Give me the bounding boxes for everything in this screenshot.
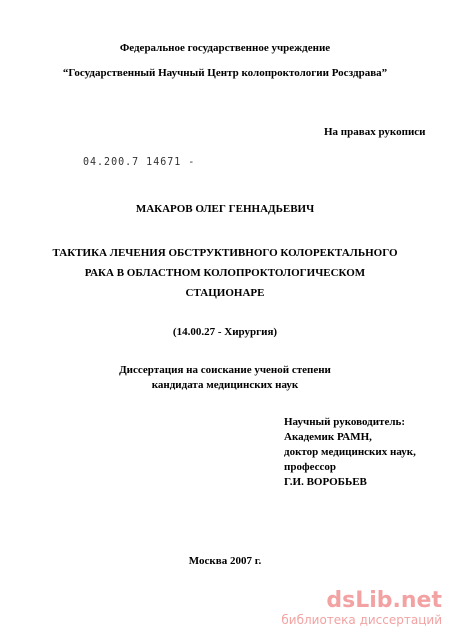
institution-line-2: “Государственный Научный Центр колопроктологии Росздрава” <box>62 67 388 79</box>
title-line-3: СТАЦИОНАРЕ <box>185 287 265 299</box>
specialty-code: (14.00.27 - Хирургия) <box>172 326 278 338</box>
advisor-name: Г.И. ВОРОБЬЕВ <box>284 476 367 488</box>
archive-stamp-number: 04.200.7 14671 - <box>83 156 196 169</box>
advisor-heading: Научный руководитель: <box>284 416 405 428</box>
city-year: Москва 2007 г. <box>188 555 262 567</box>
dslib-subtitle: библиотека диссертаций <box>281 613 442 627</box>
dslib-logo: dsLib.net <box>326 588 442 613</box>
advisor-degree: доктор медицинских наук, <box>284 446 416 458</box>
degree-line-1: Диссертация на соискание ученой степени <box>119 364 331 376</box>
advisor-title: Академик РАМН, <box>284 431 372 443</box>
title-line-2: РАКА В ОБЛАСТНОМ КОЛОПРОКТОЛОГИЧЕСКОМ <box>84 267 366 279</box>
title-line-1: ТАКТИКА ЛЕЧЕНИЯ ОБСТРУКТИВНОГО КОЛОРЕКТАЛЬНОГО <box>52 247 398 259</box>
dissertation-title <box>0 243 450 303</box>
degree-line-2: кандидата медицинских наук <box>151 379 299 391</box>
author-name: МАКАРОВ ОЛЕГ ГЕННАДЬЕВИЧ <box>135 203 315 215</box>
scientific-advisor <box>284 415 416 490</box>
dslib-watermark <box>281 589 442 627</box>
institution-line-1: Федеральное государственное учреждение <box>119 42 331 54</box>
advisor-rank: профессор <box>284 461 336 473</box>
rights-note: На правах рукописи <box>324 126 426 138</box>
